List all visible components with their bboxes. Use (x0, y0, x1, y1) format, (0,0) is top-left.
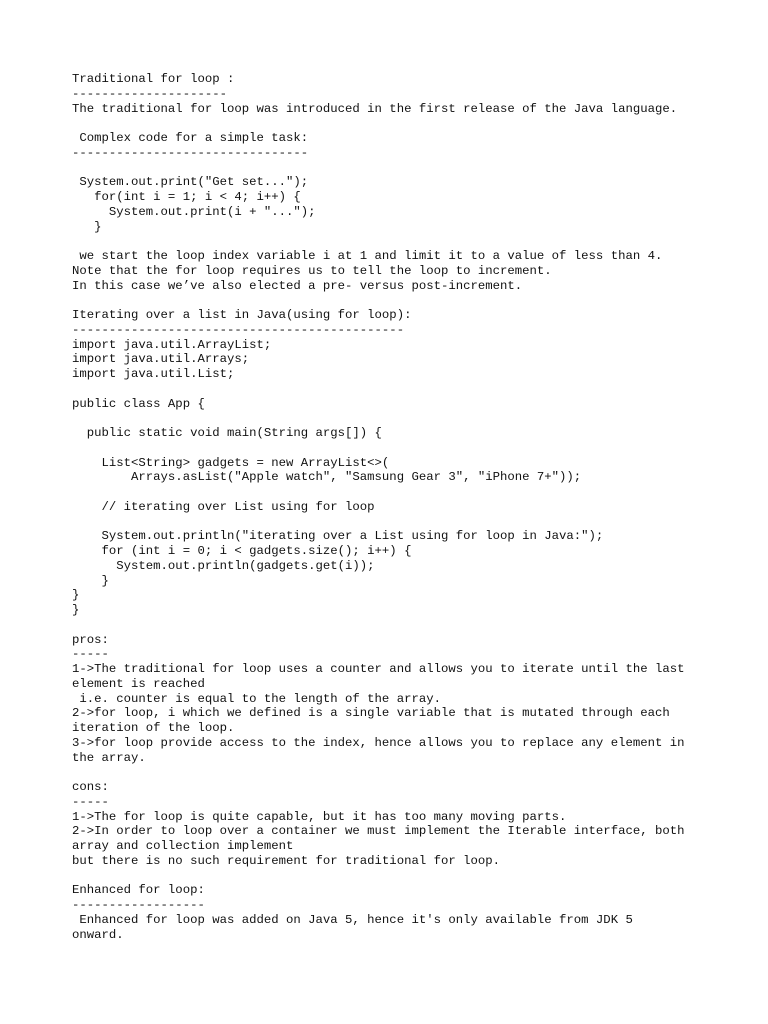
document-line: ----- (72, 794, 109, 809)
document-line: } (72, 219, 102, 234)
document-line: Enhanced for loop was added on Java 5, hence it's only available from JDK 5 (72, 912, 633, 927)
document-line: The traditional for loop was introduced in the first release of the Java language. (72, 101, 678, 116)
document-line: 2->for loop, i which we defined is a single variable that is mutated through each (72, 706, 670, 721)
document-line: In this case we’ve also elected a pre- versus post-increment. (72, 278, 523, 293)
document-line: List<String> gadgets = new ArrayList<>( (72, 455, 390, 470)
document-line: Note that the for loop requires us to tell the loop to increment. (72, 263, 552, 278)
document-line: 1->The for loop is quite capable, but it has too many moving parts. (72, 809, 567, 824)
document-line: import java.util.ArrayList; (72, 337, 272, 352)
document-line (72, 382, 732, 397)
document-line: i.e. counter is equal to the length of the array. (72, 691, 441, 706)
document-page (72, 72, 732, 942)
document-line: onward. (72, 927, 124, 942)
document-line: System.out.println(gadgets.get(i)); (72, 558, 375, 573)
document-line: we start the loop index variable i at 1 and limit it to a value of less than 4. (72, 249, 663, 263)
document-line: --------------------------------------------- (72, 322, 405, 337)
document-line: Traditional for loop : (72, 72, 235, 86)
document-line: Enhanced for loop: (72, 883, 205, 898)
document-line: public static void main(String args[]) { (72, 426, 382, 440)
document-line (72, 869, 732, 884)
document-line: Arrays.asList("Apple watch", "Samsung Gear 3", "iPhone 7+")); (72, 470, 582, 485)
document-line: Iterating over a list in Java(using for loop): (72, 308, 412, 322)
document-line (72, 293, 732, 308)
document-line: ----- (72, 647, 109, 662)
document-line: } (72, 603, 80, 617)
document-line: import java.util.List; (72, 367, 235, 381)
document-line (72, 411, 732, 426)
document-line: } (72, 573, 109, 588)
document-line: for (int i = 0; i < gadgets.size(); i++) { (72, 544, 412, 558)
document-line (72, 485, 732, 500)
document-line: Complex code for a simple task: (72, 131, 309, 145)
document-line: for(int i = 1; i < 4; i++) { (72, 190, 301, 204)
document-line: 3->for loop provide access to the index, hence allows you to replace any element in (72, 735, 685, 750)
document-line: array and collection implement (72, 839, 294, 853)
document-line: import java.util.Arrays; (72, 352, 250, 367)
document-line (72, 161, 732, 176)
document-line: element is reached (72, 676, 205, 691)
document-line (72, 116, 732, 131)
document-line (72, 618, 732, 633)
document-line: 1->The traditional for loop uses a counter and allows you to iterate until the last (72, 662, 685, 676)
document-line (72, 765, 732, 780)
document-line: System.out.println("iterating over a List using for loop in Java:"); (72, 529, 604, 544)
document-line: ------------------ (72, 898, 205, 912)
document-line: pros: (72, 632, 109, 647)
document-line: } (72, 588, 80, 603)
document-line (72, 234, 732, 249)
document-line (72, 441, 732, 456)
document-line (72, 515, 732, 530)
document-line: System.out.print(i + "..."); (72, 204, 316, 219)
document-line: but there is no such requirement for traditional for loop. (72, 853, 501, 868)
document-line: public class App { (72, 396, 205, 411)
document-line: -------------------------------- (72, 145, 309, 160)
document-line: // iterating over List using for loop (72, 499, 375, 514)
document-line: cons: (72, 780, 109, 794)
document-line: 2->In order to loop over a container we must implement the Iterable interface, both (72, 824, 685, 839)
document-line: --------------------- (72, 86, 227, 101)
document-line: System.out.print("Get set..."); (72, 175, 309, 190)
document-line: the array. (72, 750, 146, 765)
document-line: iteration of the loop. (72, 721, 235, 735)
